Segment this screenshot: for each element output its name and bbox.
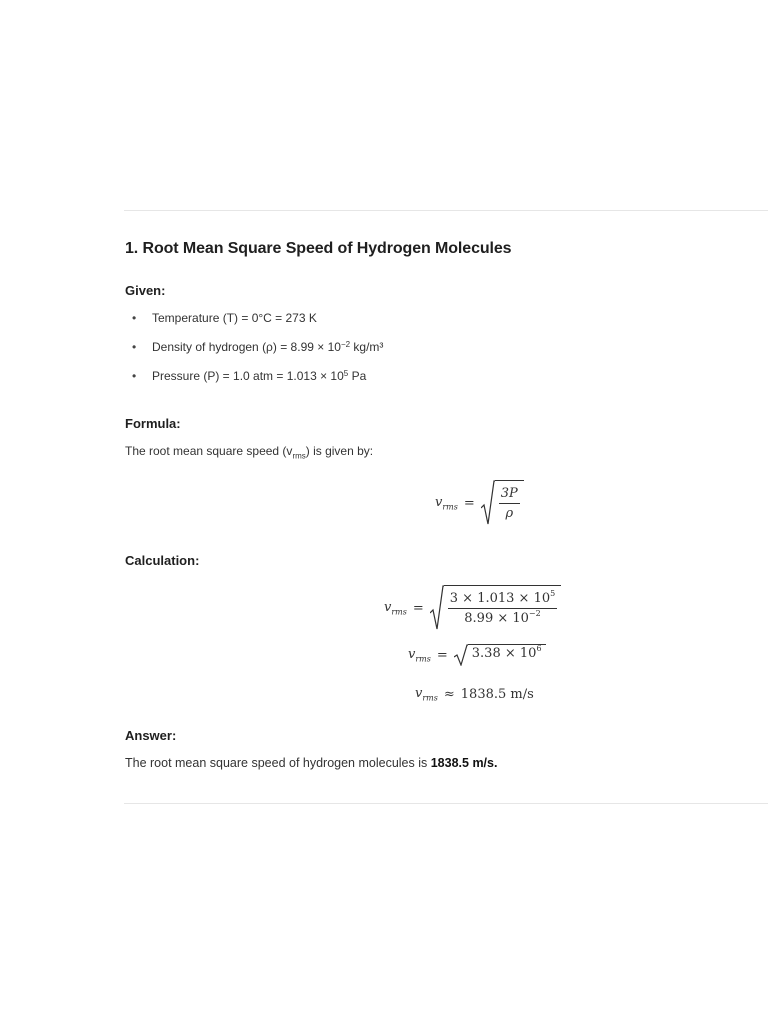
lhs-variable: $v_{rms}$	[435, 494, 458, 512]
formula-label: Formula:	[125, 416, 181, 431]
fraction: $\frac{3P}{\rho}$	[500, 486, 518, 521]
result-value: 1838.5 m/s	[460, 686, 534, 702]
given-label: Given:	[125, 283, 166, 298]
given-item-density: • Density of hydrogen $(\rho) = 8.99 \times 10^{-2}$ kg/m³	[125, 338, 383, 367]
equals-sign: =	[463, 495, 475, 511]
calc-step-3: $v_{rms}$ ≈ 1838.5 m/s	[415, 686, 534, 703]
calc-step-2: $v_{rms}$ = $3.38 \times 10^6$	[408, 644, 546, 666]
fraction: $\frac{3 \times 1.013 \times 10^5}{8.99 \times 10^{-2}}$	[449, 589, 556, 626]
formula-equation	[435, 480, 524, 526]
answer-value: 1838.5 m/s.	[430, 756, 498, 770]
sqrt-expression	[430, 585, 561, 631]
calc-step-1: $v_{rms}$ = $\frac{3 \times 1.013 \times 10^5}{8.99 \times 10^{-2}}$	[384, 585, 561, 631]
answer-text: The root mean square speed of hydrogen molecules is 1838.5 m/s.	[125, 756, 498, 770]
radical-icon	[454, 644, 468, 666]
formula-description: The root mean square speed $(v_{rms})$ is given by:	[125, 444, 374, 461]
top-divider	[124, 210, 768, 211]
calculation-label: Calculation:	[125, 553, 200, 568]
radical-icon	[481, 480, 495, 526]
sqrt-expression	[481, 480, 524, 526]
answer-label: Answer:	[125, 728, 177, 743]
given-item-temperature: • Temperature (T) = 0°C = 273 K	[125, 309, 383, 338]
given-list	[125, 309, 383, 396]
response-content	[125, 240, 745, 770]
given-item-pressure: • Pressure (P) = 1.0 atm = $1.013 \times 10^5$ Pa	[125, 367, 383, 396]
radical-icon	[430, 585, 444, 631]
section-heading: 1. Root Mean Square Speed of Hydrogen Molecules	[125, 240, 512, 257]
bottom-divider	[124, 803, 768, 804]
sqrt-expression: $3.38 \times 10^6$	[454, 644, 546, 666]
